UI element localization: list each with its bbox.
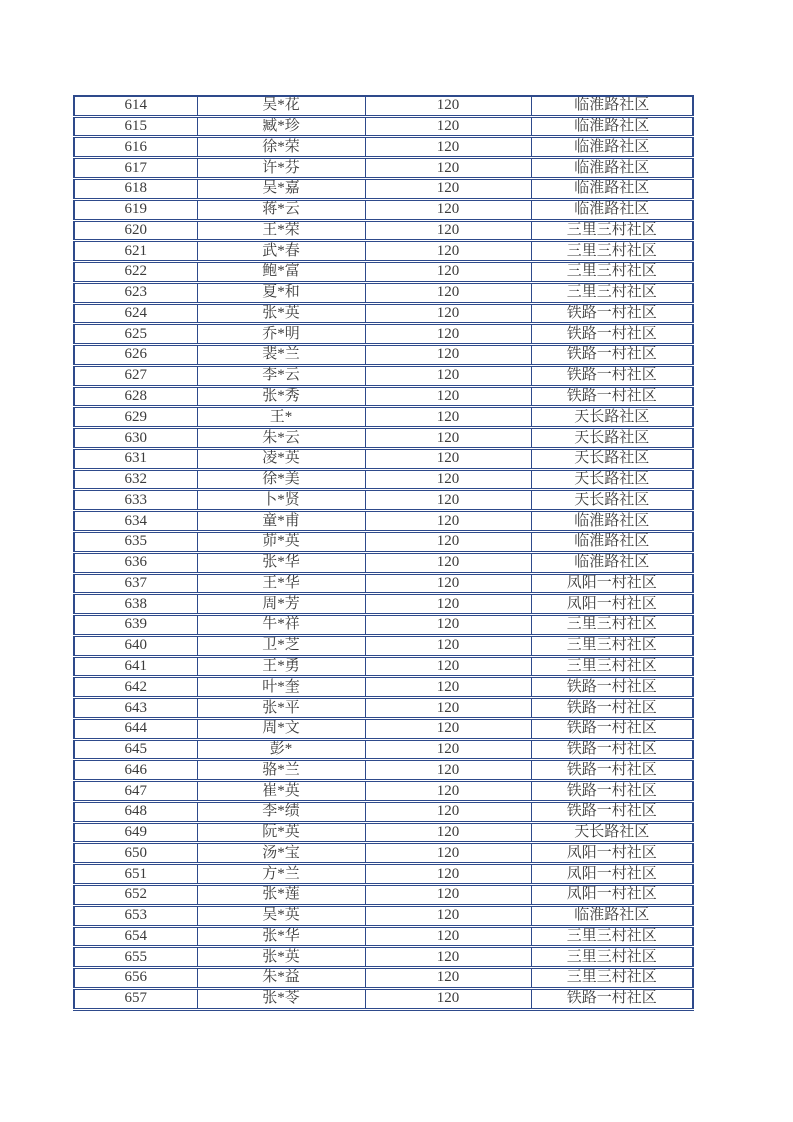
table-cell: 615 (74, 116, 197, 137)
table-cell: 天长路社区 (531, 428, 693, 449)
table-cell: 临淮路社区 (531, 552, 693, 573)
table-cell: 三里三村社区 (531, 656, 693, 677)
table-cell: 铁路一村社区 (531, 677, 693, 698)
table-cell: 120 (365, 573, 531, 594)
table-cell: 裴*兰 (197, 345, 365, 366)
table-cell: 642 (74, 677, 197, 698)
table-cell: 120 (365, 324, 531, 345)
table-cell: 天长路社区 (531, 448, 693, 469)
table-cell: 鲍*富 (197, 262, 365, 283)
table-row (74, 428, 693, 449)
table-cell: 张*秀 (197, 386, 365, 407)
table-row (74, 864, 693, 885)
table-cell: 茆*英 (197, 532, 365, 553)
table-cell: 骆*兰 (197, 760, 365, 781)
table-cell: 武*春 (197, 241, 365, 262)
table-cell: 120 (365, 781, 531, 802)
table-cell: 120 (365, 926, 531, 947)
table-cell: 120 (365, 303, 531, 324)
table-row (74, 573, 693, 594)
table-row (74, 885, 693, 906)
table-cell: 三里三村社区 (531, 635, 693, 656)
table-row (74, 241, 693, 262)
table-cell: 铁路一村社区 (531, 781, 693, 802)
table-row (74, 594, 693, 615)
table-cell: 622 (74, 262, 197, 283)
table-cell: 621 (74, 241, 197, 262)
table-row (74, 282, 693, 303)
table-row (74, 199, 693, 220)
table-cell: 凤阳一村社区 (531, 573, 693, 594)
table-cell: 120 (365, 864, 531, 885)
table-cell: 617 (74, 158, 197, 179)
table-cell: 614 (74, 96, 197, 116)
table-cell: 蒋*云 (197, 199, 365, 220)
table-cell: 120 (365, 988, 531, 1009)
table-cell: 120 (365, 594, 531, 615)
table-cell: 632 (74, 469, 197, 490)
table-row (74, 511, 693, 532)
table-cell: 天长路社区 (531, 407, 693, 428)
table-cell: 619 (74, 199, 197, 220)
table-cell: 李*云 (197, 365, 365, 386)
table-cell: 三里三村社区 (531, 615, 693, 636)
table-cell: 646 (74, 760, 197, 781)
table-cell: 叶*奎 (197, 677, 365, 698)
table-cell: 120 (365, 905, 531, 926)
table-cell: 120 (365, 428, 531, 449)
table-cell: 吴*花 (197, 96, 365, 116)
table-cell: 656 (74, 968, 197, 989)
table-cell: 临淮路社区 (531, 199, 693, 220)
table-cell: 625 (74, 324, 197, 345)
table-cell: 王*华 (197, 573, 365, 594)
table-row (74, 386, 693, 407)
table-cell: 许*芬 (197, 158, 365, 179)
table-row (74, 677, 693, 698)
table-cell: 临淮路社区 (531, 905, 693, 926)
table-cell: 铁路一村社区 (531, 739, 693, 760)
table-cell: 652 (74, 885, 197, 906)
table-cell: 童*甫 (197, 511, 365, 532)
table-cell: 120 (365, 282, 531, 303)
table-row (74, 947, 693, 968)
table-cell: 三里三村社区 (531, 262, 693, 283)
table-cell: 637 (74, 573, 197, 594)
table-cell: 临淮路社区 (531, 116, 693, 137)
table-cell: 张*英 (197, 303, 365, 324)
table-cell: 朱*云 (197, 428, 365, 449)
table-row (74, 532, 693, 553)
table-cell: 651 (74, 864, 197, 885)
table-cell: 张*苓 (197, 988, 365, 1009)
table-row (74, 116, 693, 137)
table-cell: 630 (74, 428, 197, 449)
table-cell: 铁路一村社区 (531, 386, 693, 407)
table-cell: 120 (365, 677, 531, 698)
table-row (74, 303, 693, 324)
table-cell: 卫*芝 (197, 635, 365, 656)
table-row (74, 843, 693, 864)
table-cell: 朱*益 (197, 968, 365, 989)
table-cell: 铁路一村社区 (531, 345, 693, 366)
table-cell: 120 (365, 822, 531, 843)
table-cell: 天长路社区 (531, 490, 693, 511)
table-cell: 铁路一村社区 (531, 365, 693, 386)
table-cell: 120 (365, 158, 531, 179)
table-cell: 凤阳一村社区 (531, 594, 693, 615)
table-cell: 凤阳一村社区 (531, 885, 693, 906)
table-row (74, 739, 693, 760)
table-cell: 616 (74, 137, 197, 158)
table-cell: 牛*祥 (197, 615, 365, 636)
table-cell: 120 (365, 511, 531, 532)
table-cell: 120 (365, 178, 531, 199)
table-cell: 653 (74, 905, 197, 926)
table-cell: 天长路社区 (531, 822, 693, 843)
table-cell: 120 (365, 947, 531, 968)
table-cell: 634 (74, 511, 197, 532)
table-cell: 120 (365, 843, 531, 864)
table-row (74, 137, 693, 158)
table-cell: 卜*贤 (197, 490, 365, 511)
table-row (74, 178, 693, 199)
table-cell: 120 (365, 532, 531, 553)
table-cell: 铁路一村社区 (531, 324, 693, 345)
table-cell: 639 (74, 615, 197, 636)
table-cell: 三里三村社区 (531, 220, 693, 241)
table-cell: 120 (365, 552, 531, 573)
table-row (74, 345, 693, 366)
table-cell: 凤阳一村社区 (531, 864, 693, 885)
table-cell: 临淮路社区 (531, 158, 693, 179)
table-cell: 崔*英 (197, 781, 365, 802)
table-row (74, 926, 693, 947)
table-cell: 临淮路社区 (531, 137, 693, 158)
table-cell: 铁路一村社区 (531, 303, 693, 324)
table-cell: 铁路一村社区 (531, 718, 693, 739)
table-cell: 120 (365, 698, 531, 719)
table-cell: 张*平 (197, 698, 365, 719)
table-row (74, 988, 693, 1009)
table-cell: 120 (365, 469, 531, 490)
table-cell: 618 (74, 178, 197, 199)
table-cell: 623 (74, 282, 197, 303)
table-row (74, 552, 693, 573)
table-row (74, 905, 693, 926)
table-cell: 633 (74, 490, 197, 511)
table-cell: 654 (74, 926, 197, 947)
table-cell: 657 (74, 988, 197, 1009)
table-body (74, 96, 693, 1010)
table-cell: 徐*荣 (197, 137, 365, 158)
table-row (74, 615, 693, 636)
table-cell: 三里三村社区 (531, 926, 693, 947)
table-row (74, 698, 693, 719)
table-cell: 120 (365, 241, 531, 262)
table-row (74, 220, 693, 241)
table-row (74, 407, 693, 428)
table-cell: 120 (365, 635, 531, 656)
table-cell: 120 (365, 345, 531, 366)
table-cell: 120 (365, 615, 531, 636)
table-row (74, 822, 693, 843)
table-cell: 120 (365, 137, 531, 158)
table-cell: 120 (365, 262, 531, 283)
table-cell: 张*华 (197, 552, 365, 573)
table-cell: 655 (74, 947, 197, 968)
table-cell: 120 (365, 801, 531, 822)
table-row (74, 801, 693, 822)
table-row (74, 324, 693, 345)
table-cell: 临淮路社区 (531, 96, 693, 116)
table-row (74, 469, 693, 490)
table-cell: 徐*美 (197, 469, 365, 490)
table-cell: 三里三村社区 (531, 968, 693, 989)
table-cell: 636 (74, 552, 197, 573)
table-cell: 120 (365, 656, 531, 677)
table-cell: 夏*和 (197, 282, 365, 303)
table-cell: 铁路一村社区 (531, 698, 693, 719)
table-cell: 乔*明 (197, 324, 365, 345)
table-cell: 626 (74, 345, 197, 366)
table-cell: 620 (74, 220, 197, 241)
table-row (74, 635, 693, 656)
table-cell: 三里三村社区 (531, 241, 693, 262)
table-row (74, 781, 693, 802)
table-cell: 周*芳 (197, 594, 365, 615)
table-cell: 631 (74, 448, 197, 469)
table-cell: 120 (365, 386, 531, 407)
table-cell: 120 (365, 718, 531, 739)
table-row (74, 718, 693, 739)
table-cell: 临淮路社区 (531, 178, 693, 199)
table-cell: 铁路一村社区 (531, 760, 693, 781)
table-cell: 张*华 (197, 926, 365, 947)
table-cell: 临淮路社区 (531, 532, 693, 553)
table-cell: 阮*英 (197, 822, 365, 843)
table-cell: 王* (197, 407, 365, 428)
table-cell: 647 (74, 781, 197, 802)
table-row (74, 158, 693, 179)
table-cell: 629 (74, 407, 197, 428)
table-cell: 120 (365, 760, 531, 781)
table-cell: 635 (74, 532, 197, 553)
table-cell: 120 (365, 116, 531, 137)
recipient-table (73, 95, 694, 1011)
table-cell: 120 (365, 885, 531, 906)
table-cell: 臧*珍 (197, 116, 365, 137)
table-cell: 120 (365, 407, 531, 428)
table-cell: 汤*宝 (197, 843, 365, 864)
table-cell: 643 (74, 698, 197, 719)
table-cell: 三里三村社区 (531, 282, 693, 303)
table-cell: 638 (74, 594, 197, 615)
table-cell: 627 (74, 365, 197, 386)
table-cell: 三里三村社区 (531, 947, 693, 968)
table-cell: 650 (74, 843, 197, 864)
table-row (74, 448, 693, 469)
table-cell: 120 (365, 968, 531, 989)
table-cell: 648 (74, 801, 197, 822)
table-cell: 640 (74, 635, 197, 656)
table-cell: 644 (74, 718, 197, 739)
table-cell: 王*荣 (197, 220, 365, 241)
table-row (74, 968, 693, 989)
table-cell: 吴*嘉 (197, 178, 365, 199)
table-row (74, 262, 693, 283)
table-cell: 649 (74, 822, 197, 843)
table-cell: 王*勇 (197, 656, 365, 677)
table-cell: 120 (365, 96, 531, 116)
table-row (74, 656, 693, 677)
table-row (74, 760, 693, 781)
table-cell: 645 (74, 739, 197, 760)
table-row (74, 96, 693, 116)
table-cell: 铁路一村社区 (531, 988, 693, 1009)
table-cell: 120 (365, 448, 531, 469)
table-cell: 120 (365, 365, 531, 386)
table-cell: 临淮路社区 (531, 511, 693, 532)
table-cell: 铁路一村社区 (531, 801, 693, 822)
table-cell: 李*绩 (197, 801, 365, 822)
table-cell: 周*文 (197, 718, 365, 739)
table-cell: 张*莲 (197, 885, 365, 906)
table-cell: 张*英 (197, 947, 365, 968)
table-row (74, 365, 693, 386)
table-cell: 方*兰 (197, 864, 365, 885)
table-cell: 120 (365, 199, 531, 220)
table-cell: 吴*英 (197, 905, 365, 926)
table-cell: 641 (74, 656, 197, 677)
table-cell: 120 (365, 490, 531, 511)
table-cell: 120 (365, 739, 531, 760)
table-cell: 624 (74, 303, 197, 324)
table-cell: 120 (365, 220, 531, 241)
table-cell: 天长路社区 (531, 469, 693, 490)
table-cell: 凤阳一村社区 (531, 843, 693, 864)
table-cell: 彭* (197, 739, 365, 760)
table-cell: 628 (74, 386, 197, 407)
table-cell: 凌*英 (197, 448, 365, 469)
table-row (74, 490, 693, 511)
